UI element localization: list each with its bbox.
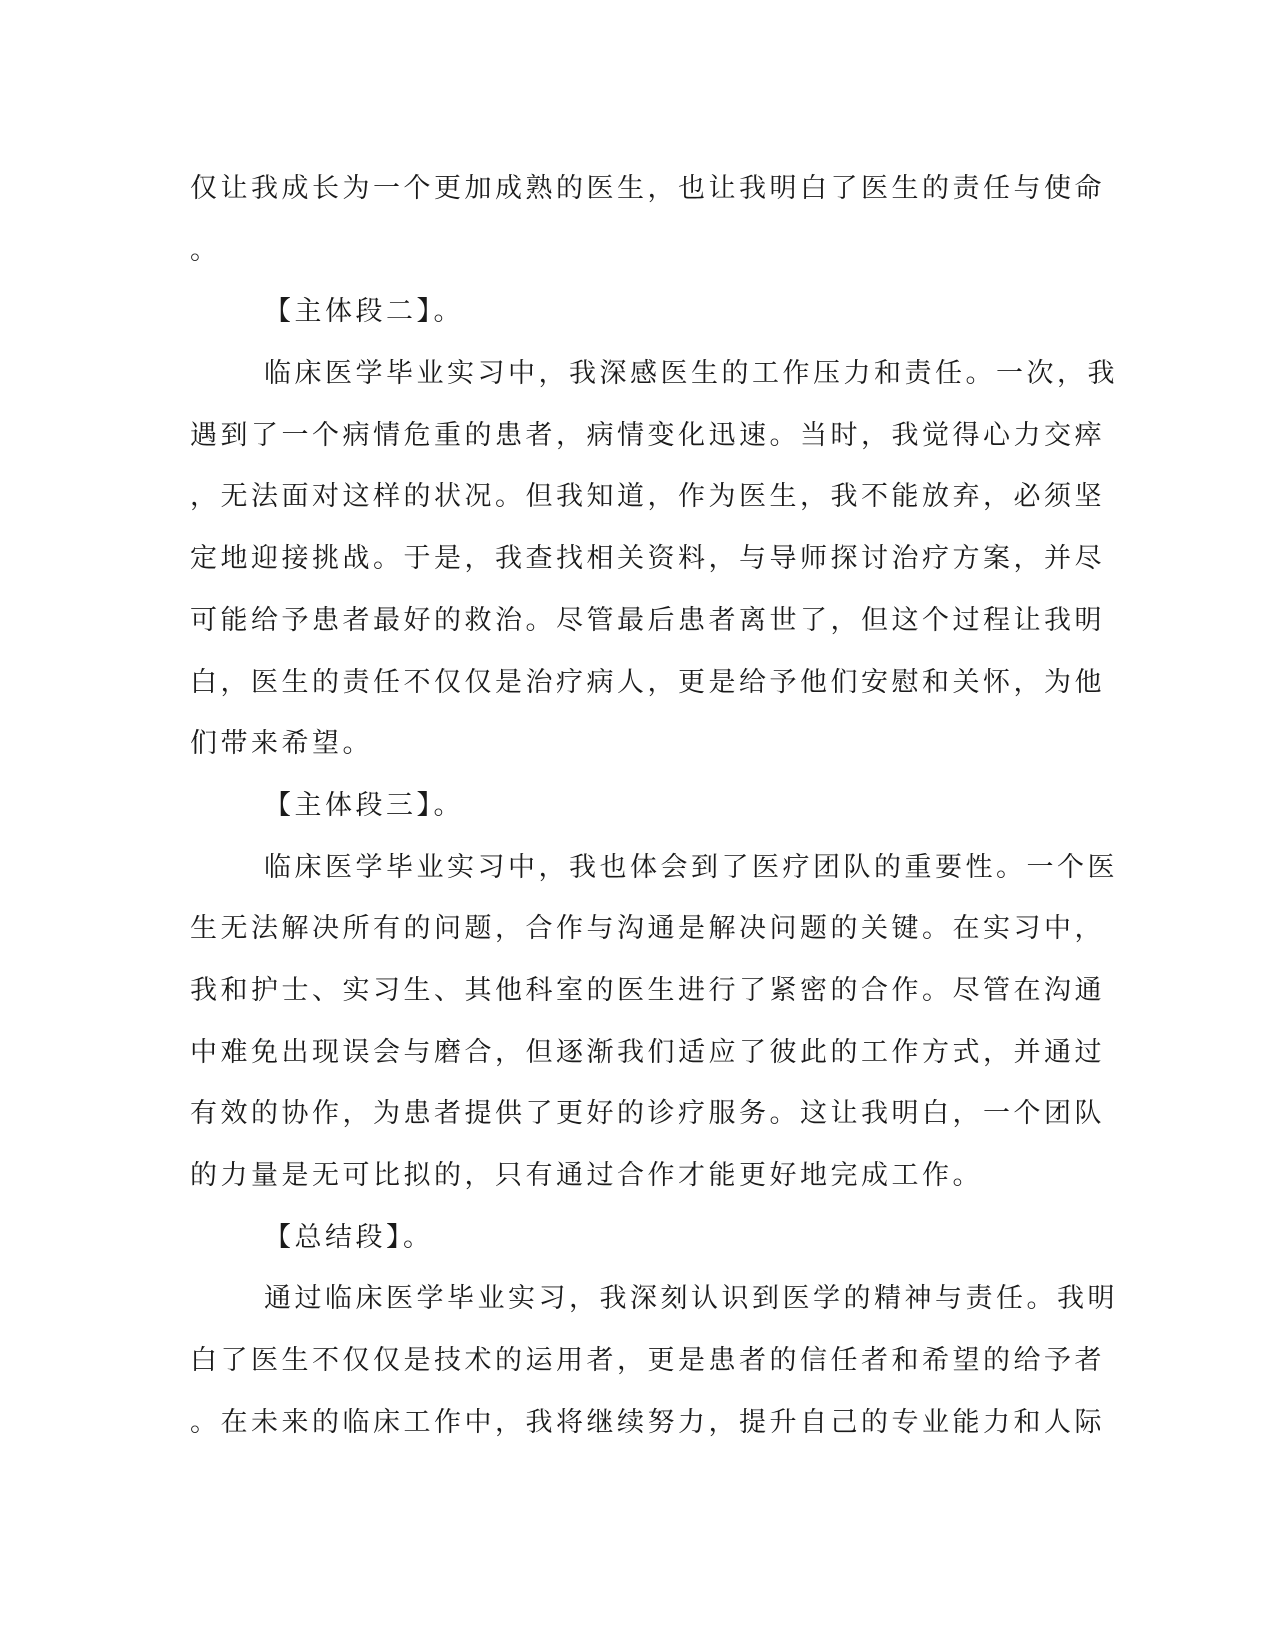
paragraph-first-line: 临床医学毕业实习中，我深感医生的工作压力和责任。一次，我: [264, 358, 1118, 390]
paragraph-first-line: 通过临床医学毕业实习，我深刻认识到医学的精神与责任。我明: [264, 1283, 1118, 1315]
section-heading: 【主体段三】。: [264, 789, 464, 821]
paragraph-first-line: 临床医学毕业实习中，我也体会到了医疗团队的重要性。一个医: [264, 851, 1118, 883]
body-text: [190, 158, 1118, 1453]
text-line: 。在未来的临床工作中，我将继续努力，提升自己的专业能力和人际: [190, 1406, 1105, 1438]
text-line: 我和护士、实习生、其他科室的医生进行了紧密的合作。尽管在沟通: [190, 974, 1105, 1006]
text-line: 的力量是无可比拟的，只有通过合作才能更好地完成工作。: [190, 1160, 983, 1191]
section-heading: 【总结段】。: [264, 1221, 434, 1253]
text-line: ，无法面对这样的状况。但我知道，作为医生，我不能放弃，必须坚: [190, 481, 1105, 513]
text-line: 定地迎接挑战。于是，我查找相关资料，与导师探讨治疗方案，并尽: [190, 543, 1105, 575]
text-line: 白，医生的责任不仅仅是治疗病人，更是给予他们安慰和关怀，为他: [190, 666, 1105, 698]
section-heading: 【主体段二】。: [264, 296, 464, 328]
text-line: 。: [190, 234, 221, 266]
text-line: 中难免出现误会与磨合，但逐渐我们适应了彼此的工作方式，并通过: [190, 1036, 1105, 1068]
text-line: 白了医生不仅仅是技术的运用者，更是患者的信任者和希望的给予者: [190, 1345, 1105, 1377]
text-line: 仅让我成长为一个更加成熟的医生，也让我明白了医生的责任与使命: [190, 173, 1105, 204]
text-line: 生无法解决所有的问题，合作与沟通是解决问题的关键。在实习中，: [190, 913, 1105, 945]
text-line: 们带来希望。: [190, 728, 373, 760]
text-line: 可能给予患者最好的救治。尽管最后患者离世了，但这个过程让我明: [190, 604, 1105, 636]
text-line: 遇到了一个病情危重的患者，病情变化迅速。当时，我觉得心力交瘁: [190, 419, 1105, 451]
text-line: 有效的协作，为患者提供了更好的诊疗服务。这让我明白，一个团队: [190, 1098, 1105, 1130]
